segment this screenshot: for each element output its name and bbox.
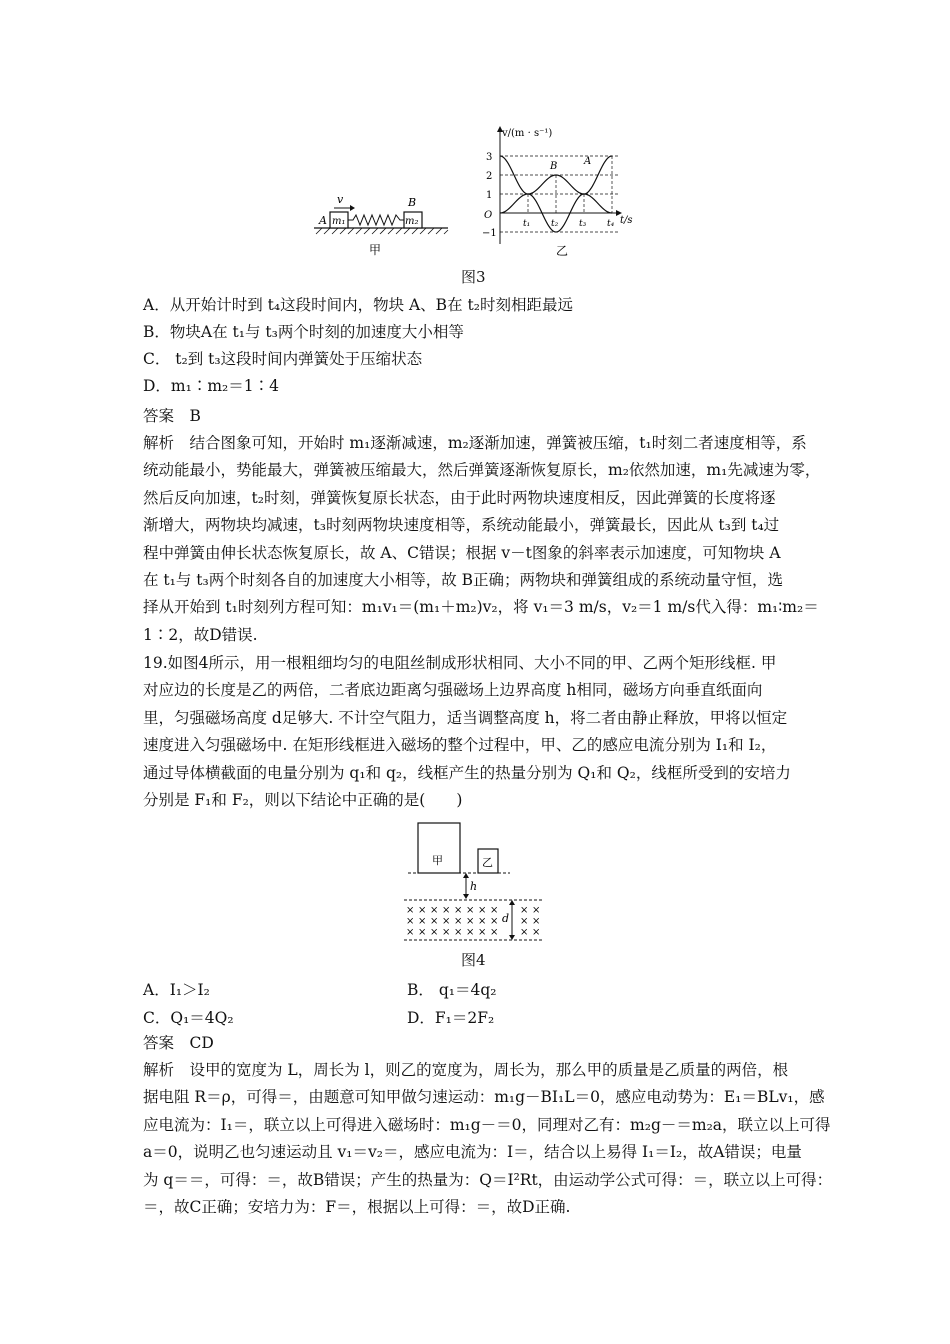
- velocity-label: v: [337, 193, 344, 206]
- field-cross: ×: [466, 927, 475, 938]
- field-cross: ×: [520, 916, 529, 927]
- q18-analysis-line-4: 渐增大，两物块均减速，t₃时刻两物块速度相等，系统动能最小，弹簧最长，因此从 t₃到 t₄过: [143, 516, 780, 535]
- q19-option-c: C．Q₁＝4Q₂: [143, 1009, 234, 1027]
- q19-analysis-line-4: a＝0，说明乙也匀速运动且 v₁＝v₂＝，感应电流为：I＝，结合以上易得 I₁＝I₂，故A错误；电量: [143, 1143, 802, 1162]
- frame-jia-label: 甲: [432, 854, 443, 867]
- x-axis-label: t/s: [620, 215, 633, 226]
- field-cross: ×: [532, 916, 541, 927]
- q18-option-3: C． t₂到 t₃这段时间内弹簧处于压缩状态: [143, 350, 423, 368]
- q19-answer: 答案 CD: [143, 1034, 214, 1052]
- q18-analysis-line-2: 统动能最小，势能最大，弹簧被压缩最大，然后弹簧逐渐恢复原长，m₂依然加速，m₁先减速为零，: [143, 461, 821, 480]
- field-cross: ×: [442, 927, 451, 938]
- h-label: h: [470, 880, 478, 893]
- q19-option-a: A．I₁＞I₂: [143, 981, 210, 999]
- q18-option-1: A．从开始计时到 t₄这段时间内，物块 A、B在 t₂时刻相距最远: [143, 296, 573, 314]
- velocity-arrow-head: [350, 205, 355, 211]
- field-cross: ×: [466, 916, 475, 927]
- figure3-vt-chart: [478, 122, 648, 262]
- field-cross: ×: [430, 927, 439, 938]
- y-axis-label: v/(m · s⁻¹): [502, 128, 553, 139]
- q19-analysis-line-5: 为 q＝＝，可得：＝，故B错误；产生的热量为：Q＝I²Rt，由运动学公式可得：＝，联立以上可得：: [143, 1170, 833, 1189]
- field-cross: ×: [490, 905, 499, 916]
- q19-option-d: D．F₁＝2F₂: [407, 1009, 495, 1027]
- q19-stem-line-6: 分别是 F₁和 F₂，则以下结论中正确的是( ): [143, 791, 463, 809]
- x-tick-label: t₄: [607, 219, 615, 229]
- field-cross: ×: [454, 916, 463, 927]
- field-cross: ×: [454, 927, 463, 938]
- q19-analysis-line-2: 据电阻 R＝ρ，可得＝，由题意可知甲做匀速运动：m₁g－BI₁L＝0，感应电动势为：E₁＝BLv₁，感: [143, 1088, 825, 1107]
- q19-option-b: B． q₁＝4q₂: [407, 981, 497, 999]
- figure3-left-label: 甲: [369, 243, 382, 257]
- field-cross: ×: [478, 916, 487, 927]
- field-cross: ×: [478, 927, 487, 938]
- field-cross: ×: [520, 905, 529, 916]
- field-cross: ×: [454, 905, 463, 916]
- block-b-label: B: [408, 196, 417, 209]
- figure3-caption: 图3: [461, 268, 486, 286]
- x-tick-label: t₁: [523, 219, 531, 229]
- x-tick-label: t₂: [551, 219, 559, 229]
- field-cross: ×: [532, 905, 541, 916]
- y-tick-label: 3: [486, 152, 493, 163]
- q18-analysis-line-7: 择从开始到 t₁时刻列方程可知：m₁v₁＝(m₁＋m₂)v₂，将 v₁＝3 m/s，v₂＝1 m/s代入得：m₁∶m₂＝: [143, 598, 819, 617]
- q19-stem-line-1: 19.如图4所示，用一根粗细均匀的电阻丝制成形状相同、大小不同的甲、乙两个矩形线框. 甲: [143, 654, 777, 672]
- field-cross: ×: [532, 927, 541, 938]
- q18-analysis-line-8: 1∶2，故D错误.: [143, 625, 258, 644]
- field-cross: ×: [466, 905, 475, 916]
- magnetic-field-marks: [406, 905, 540, 938]
- q18-analysis-line-6: 在 t₁与 t₃两个时刻各自的加速度大小相等，故 B正确；两物块和弹簧组成的系统动量守恒，选: [143, 571, 784, 589]
- field-cross: ×: [430, 905, 439, 916]
- q19-stem-line-2: 对应边的长度是乙的两倍，二者底边距离匀强磁场上边界高度 h相同，磁场方向垂直纸面向: [143, 681, 763, 700]
- curve-a-label: A: [584, 156, 592, 167]
- field-cross: ×: [406, 916, 415, 927]
- q18-option-2: B．物块A在 t₁与 t₃两个时刻的加速度大小相等: [143, 323, 464, 341]
- field-cross: ×: [442, 905, 451, 916]
- frame-yi-label: 乙: [482, 856, 493, 869]
- x-tick-label: t₃: [579, 219, 587, 229]
- field-cross: ×: [418, 916, 427, 927]
- figure4-diagram: [400, 818, 550, 948]
- q18-answer: 答案 B: [143, 407, 201, 425]
- ground-hatching: [316, 228, 448, 234]
- block-m2-label: m₂: [405, 216, 419, 227]
- field-cross: ×: [430, 916, 439, 927]
- field-cross: ×: [418, 927, 427, 938]
- q18-analysis-line-5: 程中弹簧由伸长状态恢复原长，故 A、C错误；根据 v－t图象的斜率表示加速度，可知物块 A: [143, 543, 781, 562]
- field-cross: ×: [520, 927, 529, 938]
- field-cross: ×: [406, 905, 415, 916]
- d-label: d: [502, 912, 510, 925]
- curve-b-label: B: [550, 161, 558, 172]
- y-tick-label: 2: [486, 171, 493, 182]
- q19-stem-line-3: 里，匀强磁场高度 d足够大. 不计空气阻力，适当调整高度 h，将二者由静止释放，甲将以恒定: [143, 708, 788, 727]
- y-tick-label: −1: [482, 228, 497, 239]
- origin-label: O: [484, 210, 493, 221]
- field-cross: ×: [442, 916, 451, 927]
- q19-stem-line-4: 速度进入匀强磁场中. 在矩形线框进入磁场的整个过程中，甲、乙的感应电流分别为 I₁和 I₂，: [143, 736, 777, 755]
- q19-analysis-line-6: ＝，故C正确；安培力为：F＝，根据以上可得：＝，故D正确.: [143, 1198, 571, 1216]
- field-cross: ×: [418, 905, 427, 916]
- spring: [348, 215, 405, 225]
- q18-analysis-line-3: 然后反向加速，t₂时刻，弹簧恢复原长状态，由于此时两物块速度相反，因此弹簧的长度将逐: [143, 488, 776, 507]
- figure4-caption: 图4: [461, 951, 486, 969]
- y-tick-label: 1: [486, 190, 493, 201]
- q19-analysis-line-1: 解析 设甲的宽度为 L，周长为 l，则乙的宽度为，周长为，那么甲的质量是乙质量的两倍，根: [143, 1061, 789, 1079]
- q19-stem-line-5: 通过导体横截面的电量分别为 q₁和 q₂，线框产生的热量分别为 Q₁和 Q₂，线框所受到的安培力: [143, 763, 791, 782]
- q18-option-4: D．m₁∶m₂＝1∶4: [143, 377, 279, 395]
- block-a-label: A: [319, 214, 327, 227]
- figure3-left-diagram: [312, 188, 452, 258]
- q19-analysis-line-3: 应电流为：I₁＝，联立以上可得进入磁场时：m₁g－＝0，同理对乙有：m₂g－＝m₂a，联立以上可得: [143, 1115, 831, 1134]
- field-cross: ×: [478, 905, 487, 916]
- field-cross: ×: [406, 927, 415, 938]
- q18-analysis-line-1: 解析 结合图象可知，开始时 m₁逐渐减速，m₂逐渐加速，弹簧被压缩，t₁时刻二者速度相等，系: [143, 434, 807, 452]
- field-cross: ×: [490, 927, 499, 938]
- figure3-right-label: 乙: [556, 244, 569, 258]
- block-m1-label: m₁: [332, 216, 346, 227]
- field-cross: ×: [490, 916, 499, 927]
